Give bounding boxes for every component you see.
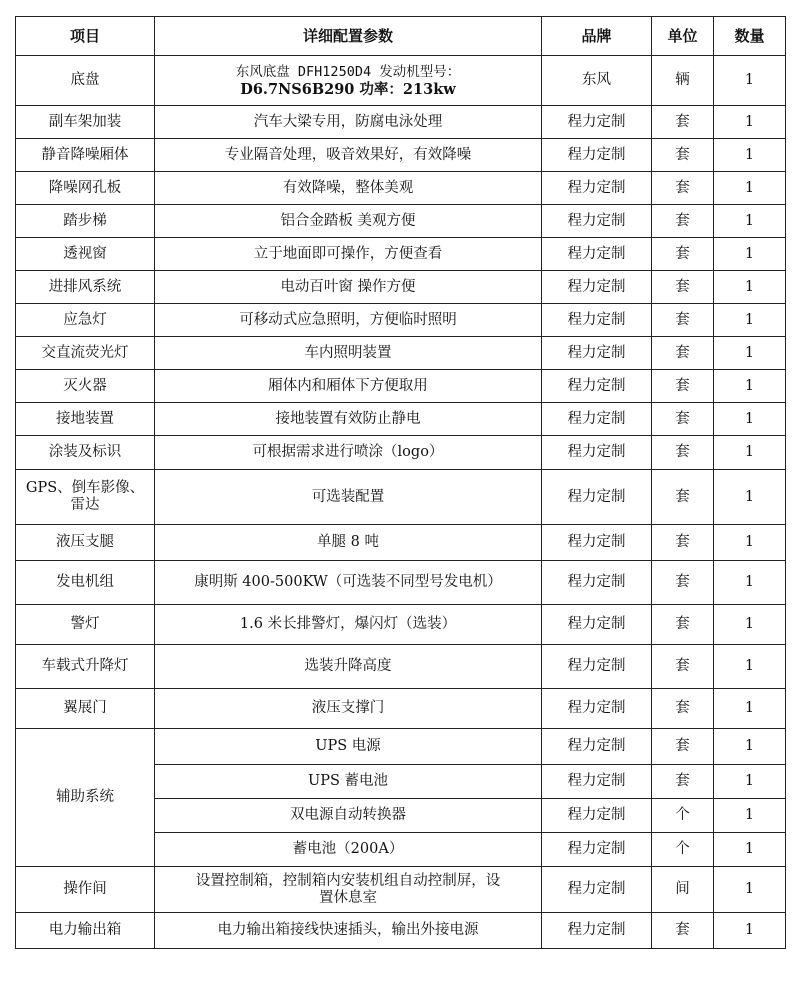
- brand-cell: 程力定制: [542, 238, 652, 271]
- unit-cell: 套: [652, 337, 714, 370]
- table-row: [16, 370, 786, 403]
- header-detail: 详细配置参数: [155, 17, 542, 56]
- brand-cell: 程力定制: [542, 799, 652, 833]
- brand-cell: 程力定制: [542, 729, 652, 765]
- detail-cell: 汽车大梁专用，防腐电泳处理: [155, 106, 542, 139]
- item-cell-aux: 辅助系统: [16, 729, 155, 867]
- config-table: [15, 16, 786, 949]
- unit-cell: 套: [652, 436, 714, 470]
- qty-cell: 1: [714, 172, 786, 205]
- qty-cell: 1: [714, 765, 786, 799]
- brand-cell: 程力定制: [542, 561, 652, 605]
- table-row: [16, 689, 786, 729]
- table-row: [16, 172, 786, 205]
- table-row: [16, 561, 786, 605]
- detail-cell: 电力输出箱接线快速插头，输出外接电源: [155, 913, 542, 949]
- table-row: [16, 139, 786, 172]
- detail-cell: 蓄电池（200A）: [155, 833, 542, 867]
- item-cell: 电力输出箱: [16, 913, 155, 949]
- detail-cell: 康明斯 400-500KW（可选装不同型号发电机）: [155, 561, 542, 605]
- table-row: [16, 106, 786, 139]
- detail-cell: 1.6 米长排警灯，爆闪灯（选装）: [155, 605, 542, 645]
- table-row: [16, 470, 786, 525]
- qty-cell: 1: [714, 370, 786, 403]
- detail-cell: 立于地面即可操作，方便查看: [155, 238, 542, 271]
- item-cell: 透视窗: [16, 238, 155, 271]
- detail-cell: 选装升降高度: [155, 645, 542, 689]
- detail-cell: [155, 867, 542, 913]
- qty-cell: 1: [714, 525, 786, 561]
- table-row: [16, 271, 786, 304]
- brand-cell: 程力定制: [542, 605, 652, 645]
- detail-cell: 接地装置有效防止静电: [155, 403, 542, 436]
- qty-cell: 1: [714, 605, 786, 645]
- brand-cell: 程力定制: [542, 370, 652, 403]
- item-cell: 副车架加装: [16, 106, 155, 139]
- unit-cell: 套: [652, 561, 714, 605]
- unit-cell: 套: [652, 765, 714, 799]
- qty-cell: 1: [714, 689, 786, 729]
- qty-cell: 1: [714, 833, 786, 867]
- detail-cell: 车内照明装置: [155, 337, 542, 370]
- item-cell: 车载式升降灯: [16, 645, 155, 689]
- item-cell: [16, 470, 155, 525]
- brand-cell: 程力定制: [542, 106, 652, 139]
- detail-cell: [155, 56, 542, 106]
- detail-line: 设置控制箱，控制箱内安装机组自动控制屏，设: [195, 872, 501, 889]
- detail-cell: 双电源自动转换器: [155, 799, 542, 833]
- unit-cell: 套: [652, 238, 714, 271]
- detail-cell: 可选装配置: [155, 470, 542, 525]
- unit-cell: 套: [652, 913, 714, 949]
- item-cell: 交直流荧光灯: [16, 337, 155, 370]
- unit-cell: 套: [652, 403, 714, 436]
- detail-line: D6.7NS6B290 功率：213kw: [240, 80, 456, 98]
- header-qty: 数量: [714, 17, 786, 56]
- qty-cell: 1: [714, 304, 786, 337]
- table-row: [16, 337, 786, 370]
- unit-cell: 套: [652, 729, 714, 765]
- qty-cell: 1: [714, 436, 786, 470]
- brand-cell: 程力定制: [542, 403, 652, 436]
- unit-cell: 套: [652, 205, 714, 238]
- table-row: [16, 56, 786, 106]
- unit-cell: 套: [652, 139, 714, 172]
- brand-cell: 程力定制: [542, 470, 652, 525]
- table-row: [16, 238, 786, 271]
- item-cell: 静音降噪厢体: [16, 139, 155, 172]
- qty-cell: 1: [714, 56, 786, 106]
- qty-cell: 1: [714, 205, 786, 238]
- unit-cell: 间: [652, 867, 714, 913]
- table-header-row: [16, 17, 786, 56]
- detail-line: 置休息室: [319, 889, 377, 906]
- brand-cell: 程力定制: [542, 525, 652, 561]
- item-cell: 应急灯: [16, 304, 155, 337]
- item-cell: 底盘: [16, 56, 155, 106]
- qty-cell: 1: [714, 645, 786, 689]
- table-row: [16, 436, 786, 470]
- brand-cell: 程力定制: [542, 913, 652, 949]
- detail-cell: UPS 蓄电池: [155, 765, 542, 799]
- brand-cell: 程力定制: [542, 765, 652, 799]
- detail-cell: 专业隔音处理，吸音效果好，有效降噪: [155, 139, 542, 172]
- detail-cell: 有效降噪，整体美观: [155, 172, 542, 205]
- brand-cell: 程力定制: [542, 172, 652, 205]
- unit-cell: 套: [652, 106, 714, 139]
- item-cell: 踏步梯: [16, 205, 155, 238]
- header-item: 项目: [16, 17, 155, 56]
- brand-cell: 程力定制: [542, 867, 652, 913]
- qty-cell: 1: [714, 271, 786, 304]
- detail-cell: 液压支撑门: [155, 689, 542, 729]
- qty-cell: 1: [714, 913, 786, 949]
- table-row: [16, 913, 786, 949]
- item-cell: 进排风系统: [16, 271, 155, 304]
- unit-cell: 套: [652, 172, 714, 205]
- item-cell: 降噪网孔板: [16, 172, 155, 205]
- unit-cell: 套: [652, 370, 714, 403]
- qty-cell: 1: [714, 561, 786, 605]
- item-cell: 液压支腿: [16, 525, 155, 561]
- qty-cell: 1: [714, 470, 786, 525]
- qty-cell: 1: [714, 403, 786, 436]
- brand-cell: 程力定制: [542, 304, 652, 337]
- table-row: [16, 605, 786, 645]
- header-unit: 单位: [652, 17, 714, 56]
- detail-cell: 铝合金踏板 美观方便: [155, 205, 542, 238]
- qty-cell: 1: [714, 238, 786, 271]
- detail-line: 东风底盘 DFH1250D4 发动机型号：: [235, 63, 461, 80]
- unit-cell: 套: [652, 304, 714, 337]
- brand-cell: 程力定制: [542, 337, 652, 370]
- item-cell: 操作间: [16, 867, 155, 913]
- brand-cell: 程力定制: [542, 645, 652, 689]
- unit-cell: 套: [652, 470, 714, 525]
- header-brand: 品牌: [542, 17, 652, 56]
- unit-cell: 套: [652, 525, 714, 561]
- table-row: [16, 205, 786, 238]
- item-cell: 接地装置: [16, 403, 155, 436]
- table-row: [16, 867, 786, 913]
- qty-cell: 1: [714, 729, 786, 765]
- item-cell: 涂装及标识: [16, 436, 155, 470]
- detail-cell: 可移动式应急照明，方便临时照明: [155, 304, 542, 337]
- item-line: 雷达: [70, 497, 100, 513]
- item-cell: 灭火器: [16, 370, 155, 403]
- unit-cell: 套: [652, 271, 714, 304]
- detail-cell: 电动百叶窗 操作方便: [155, 271, 542, 304]
- table-row: [16, 645, 786, 689]
- table-row: [16, 729, 786, 765]
- table-row: [16, 525, 786, 561]
- unit-cell: 个: [652, 799, 714, 833]
- item-line: GPS、倒车影像、: [25, 480, 145, 496]
- qty-cell: 1: [714, 139, 786, 172]
- brand-cell: 程力定制: [542, 689, 652, 729]
- unit-cell: 套: [652, 645, 714, 689]
- detail-cell: 厢体内和厢体下方便取用: [155, 370, 542, 403]
- unit-cell: 套: [652, 689, 714, 729]
- table-row: [16, 304, 786, 337]
- qty-cell: 1: [714, 337, 786, 370]
- unit-cell: 套: [652, 605, 714, 645]
- brand-cell: 东风: [542, 56, 652, 106]
- item-cell: 翼展门: [16, 689, 155, 729]
- qty-cell: 1: [714, 867, 786, 913]
- item-cell: 警灯: [16, 605, 155, 645]
- detail-cell: 可根据需求进行喷涂（logo）: [155, 436, 542, 470]
- unit-cell: 辆: [652, 56, 714, 106]
- brand-cell: 程力定制: [542, 833, 652, 867]
- item-cell: 发电机组: [16, 561, 155, 605]
- brand-cell: 程力定制: [542, 205, 652, 238]
- qty-cell: 1: [714, 106, 786, 139]
- detail-cell: UPS 电源: [155, 729, 542, 765]
- brand-cell: 程力定制: [542, 436, 652, 470]
- table-row: [16, 403, 786, 436]
- brand-cell: 程力定制: [542, 271, 652, 304]
- brand-cell: 程力定制: [542, 139, 652, 172]
- detail-cell: 单腿 8 吨: [155, 525, 542, 561]
- unit-cell: 个: [652, 833, 714, 867]
- qty-cell: 1: [714, 799, 786, 833]
